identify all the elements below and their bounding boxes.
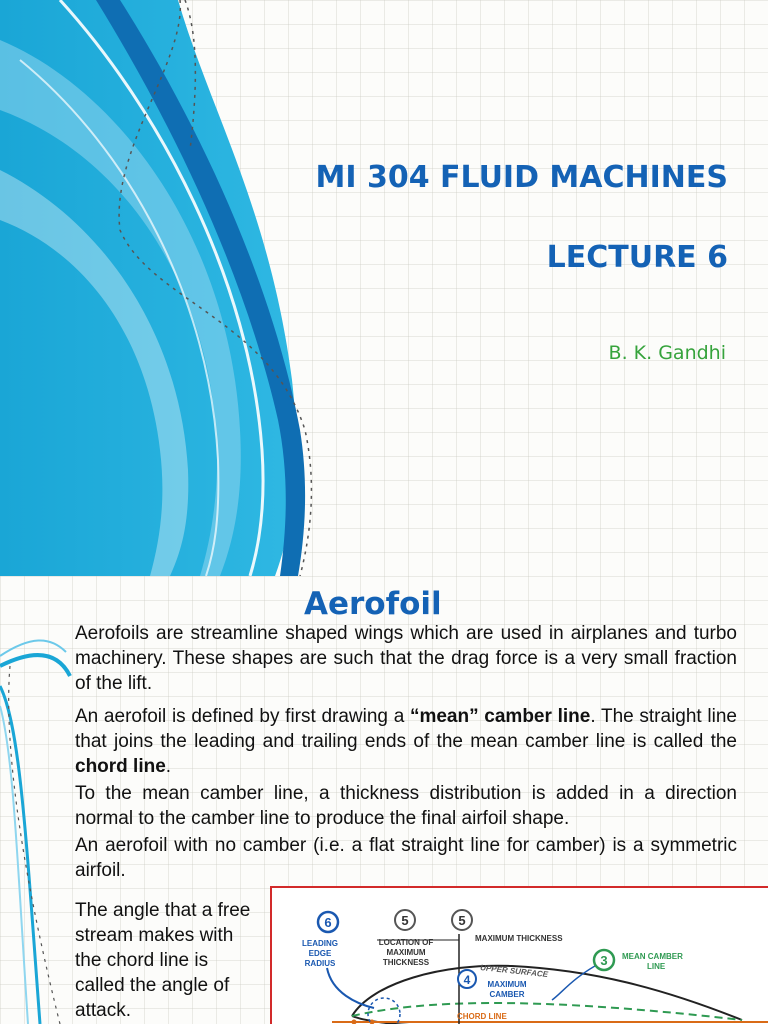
max-camber-label-1: MAXIMUM	[487, 980, 527, 989]
mean-camber-label-1: MEAN CAMBER	[622, 952, 683, 961]
author-name: B. K. Gandhi	[608, 342, 726, 364]
marker-6-label: 6	[324, 915, 332, 930]
upper-surface-label: UPPER SURFACE	[479, 963, 549, 980]
paragraph-thickness: To the mean camber line, a thickness distribution is added in a direction normal to the camber line to produce the final airfoil shape.	[75, 783, 737, 829]
lecture-number: LECTURE 6	[546, 240, 728, 275]
max-camber-label-2: CAMBER	[489, 990, 525, 999]
marker-4-label: 4	[463, 973, 471, 987]
aerofoil-diagram-svg	[272, 888, 768, 1024]
chord-point-left	[352, 1020, 357, 1024]
camber-line-term: “mean” camber line	[409, 706, 591, 727]
chord-line-label: CHORD LINE	[457, 1012, 507, 1021]
marker-5b-label: 5	[458, 913, 466, 928]
paragraph-camber-line	[75, 704, 737, 779]
aerofoil-diagram	[270, 886, 768, 1024]
paragraph-definition: Aerofoils are streamline shaped wings which are used in airplanes and turbo machinery. These shapes are such that the drag force is a very small fraction of the lift.	[75, 623, 737, 694]
marker-5a-label: 5	[401, 913, 409, 928]
leading-edge-label-2: EDGE	[308, 949, 332, 958]
camber-text-3: .	[165, 756, 172, 777]
mean-camber-dashed-line	[352, 1003, 742, 1020]
marker-3-label: 3	[600, 953, 608, 968]
max-thickness-label: MAXIMUM THICKNESS	[475, 934, 563, 943]
paragraph-symmetric: An aerofoil with no camber (i.e. a flat straight line for camber) is a symmetric airfoil.	[75, 835, 737, 881]
chord-line-term: chord line	[75, 756, 166, 777]
course-title: MI 304 FLUID MACHINES	[315, 160, 728, 195]
paragraph-angle-of-attack: The angle that a free stream makes with the chord line is called the angle of attack.	[75, 900, 251, 1021]
decorative-swoosh-left	[0, 576, 80, 1024]
location-label-3: THICKNESS	[382, 958, 430, 967]
leading-edge-label-3: RADIUS	[304, 959, 336, 968]
leading-edge-label-1: LEADING	[302, 939, 338, 948]
location-label-1: LOCATION OF	[378, 938, 434, 947]
leading-edge-pointer	[327, 968, 374, 1008]
camber-text-2: . The straight line that joins the leading and trailing ends of the mean camber line is called the	[75, 706, 737, 752]
camber-text-1: An aerofoil is defined by first drawing a	[75, 706, 410, 727]
aerofoil-slide	[0, 576, 768, 1024]
location-label-2: MAXIMUM	[386, 948, 426, 957]
camber-pointer	[552, 962, 602, 1000]
mean-camber-label-2: LINE	[647, 962, 666, 971]
slide-title: Aerofoil	[304, 586, 442, 622]
